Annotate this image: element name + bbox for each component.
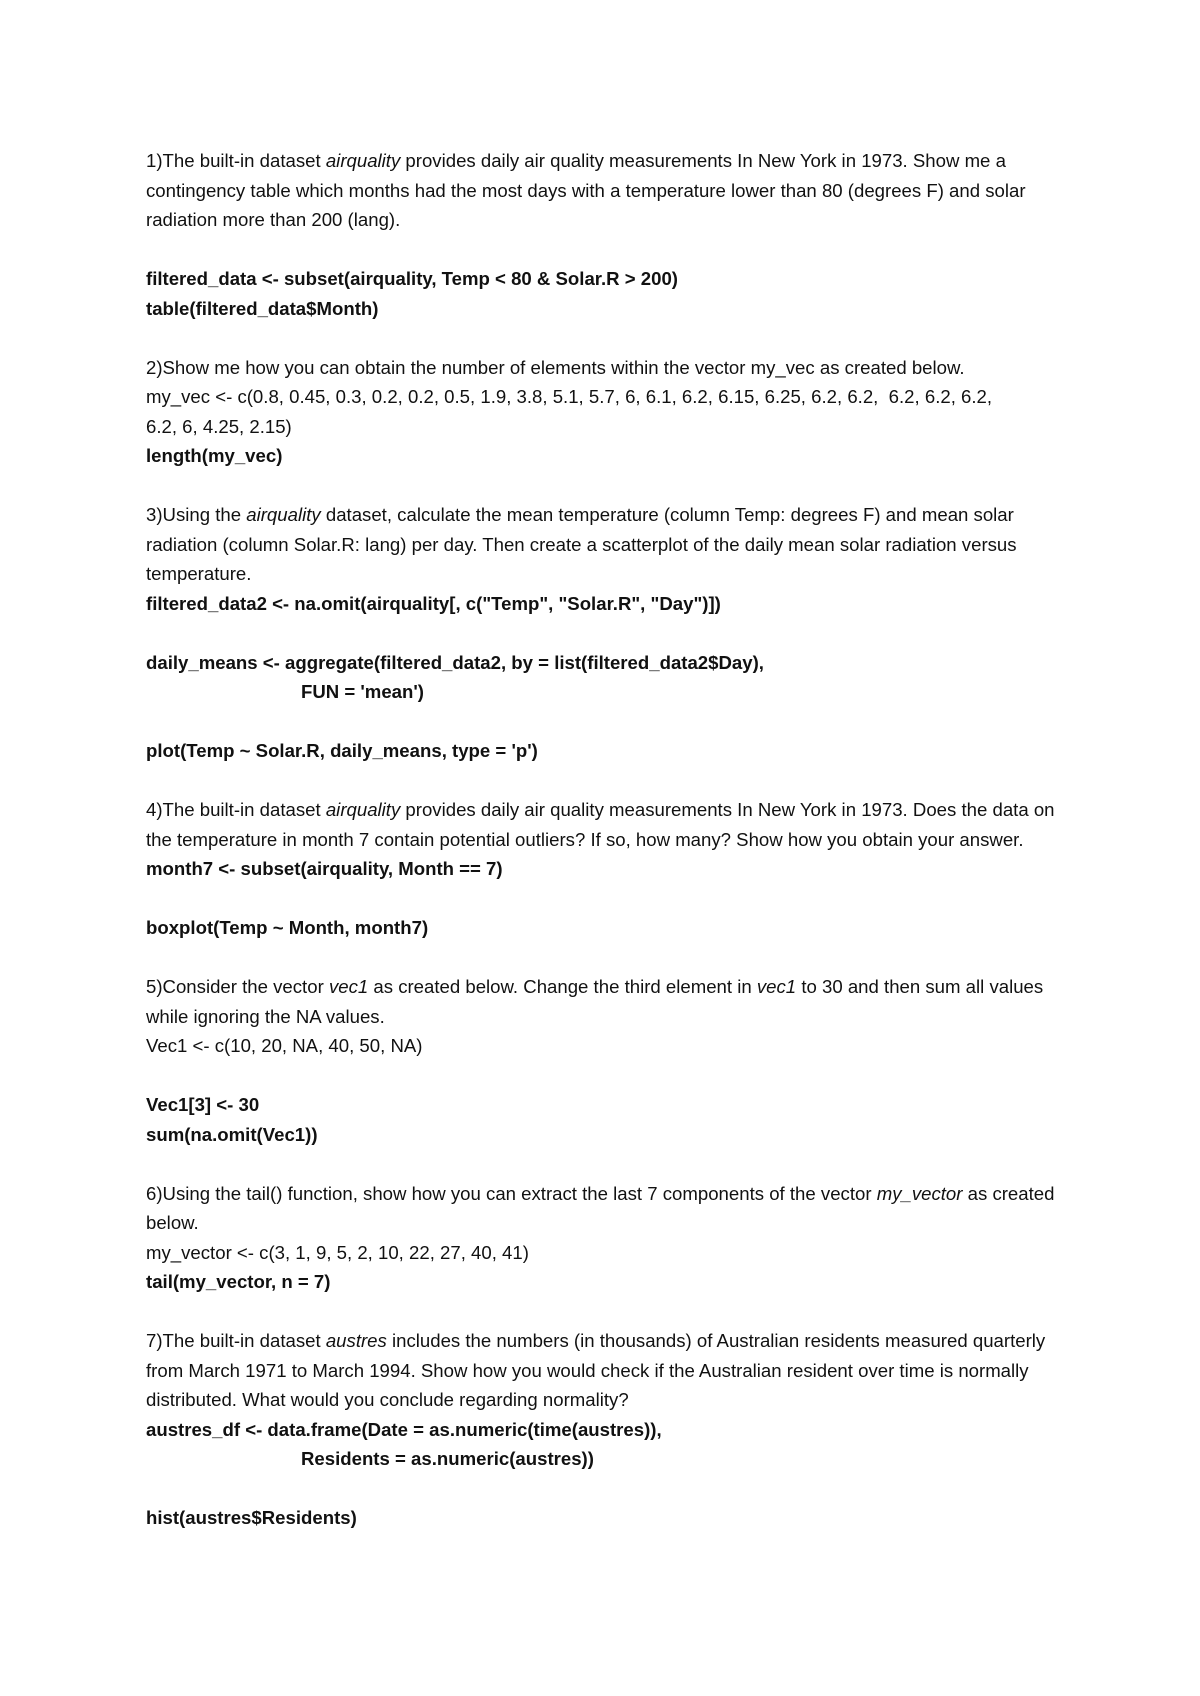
blank-line <box>146 707 1066 737</box>
question-block-q6 <box>146 1179 1066 1297</box>
question-block-q1 <box>146 146 1066 323</box>
text-run: as created below. <box>146 1182 1060 1233</box>
blank-line <box>146 471 1066 501</box>
question-text <box>146 1179 1066 1238</box>
text-run: 1)The built-in dataset <box>146 150 326 171</box>
text-run: provides daily air quality measurements In New York in 1973. Show me a contingency table which months had the most days with a temperature lower than 80 (degrees F) and solar radiation more than 200 (lang). <box>146 150 1031 230</box>
question-text <box>146 972 1066 1031</box>
answer-code-line: filtered_data <- subset(airquality, Temp < 80 & Solar.R > 200) <box>146 268 678 289</box>
document-content <box>146 146 1066 1533</box>
given-code-line: my_vector <- c(3, 1, 9, 5, 2, 10, 22, 27, 40, 41) <box>146 1241 529 1263</box>
italic-term: airquality <box>246 504 321 525</box>
given-code-line: my_vec <- c(0.8, 0.45, 0.3, 0.2, 0.2, 0.5, 1.9, 3.8, 5.1, 5.7, 6, 6.1, 6.2, 6.15, 6.25, 6.2, 6.2, 6.2, 6.2, 6.2, <box>146 386 993 407</box>
italic-term: airquality <box>325 150 401 171</box>
text-run: 2)Show me how you can obtain the number of elements within the vector my_vec as created below. <box>146 356 965 378</box>
italic-term: airquality <box>325 799 401 820</box>
blank-line <box>146 1474 1066 1504</box>
italic-term: vec1 <box>756 976 797 997</box>
question-text <box>146 353 1066 383</box>
italic-term: vec1 <box>328 976 369 997</box>
question-text <box>146 500 1066 589</box>
text-run: 5)Consider the vector <box>146 976 329 997</box>
question-block-q3 <box>146 500 1066 766</box>
answer-code-line: austres_df <- data.frame(Date = as.numeric(time(austres)), <box>146 1418 662 1440</box>
given-code-line: 6.2, 6, 4.25, 2.15) <box>146 415 292 437</box>
text-run: dataset, calculate the mean temperature (column Temp: degrees F) and mean solar radiation (column Solar.R: lang) per day. Then create a scatterplot of the daily mean solar radiation versus temperature. <box>146 504 1022 584</box>
given-code-line: Vec1 <- c(10, 20, NA, 40, 50, NA) <box>146 1035 423 1056</box>
answer-code-line: FUN = 'mean') <box>146 681 424 702</box>
italic-term: austres <box>325 1330 387 1351</box>
text-run: includes the numbers (in thousands) of Australian residents measured quarterly from March 1971 to March 1994. Show how you would check if the Australian resident over time is normally distributed. What would you conclude regarding normality? <box>146 1330 1051 1410</box>
blank-line <box>146 235 1066 265</box>
question-text <box>146 146 1066 235</box>
blank-line <box>146 618 1066 648</box>
text-run: 7)The built-in dataset <box>146 1330 326 1351</box>
blank-line <box>146 1061 1066 1091</box>
answer-code-line: table(filtered_data$Month) <box>146 297 379 319</box>
answer-code-line: daily_means <- aggregate(filtered_data2, by = list(filtered_data2$Day), <box>146 651 764 673</box>
blank-line <box>146 766 1066 796</box>
blank-line <box>146 323 1066 353</box>
answer-code-line: month7 <- subset(airquality, Month == 7) <box>146 858 503 879</box>
italic-term: my_vector <box>876 1182 963 1204</box>
answer-code-line: length(my_vec) <box>146 445 283 466</box>
question-block-q5 <box>146 972 1066 1149</box>
question-block-q4 <box>146 795 1066 943</box>
text-run: 3)Using the <box>146 504 247 525</box>
blank-line <box>146 1297 1066 1327</box>
blank-line <box>146 884 1066 914</box>
answer-code-line: boxplot(Temp ~ Month, month7) <box>146 917 429 938</box>
question-text <box>146 1326 1066 1415</box>
answer-code-line: hist(austres$Residents) <box>146 1507 357 1528</box>
question-block-q7 <box>146 1326 1066 1533</box>
text-run: to 30 and then sum all values while ignoring the NA values. <box>146 976 1049 1027</box>
blank-line <box>146 943 1066 973</box>
text-run: provides daily air quality measurements In New York in 1973. Does the data on the temperature in month 7 contain potential outliers? If so, how many? Show how you obtain your answer. <box>146 799 1060 850</box>
answer-code-line: filtered_data2 <- na.omit(airquality[, c("Temp", "Solar.R", "Day")]) <box>146 592 721 614</box>
answer-code-line: sum(na.omit(Vec1)) <box>146 1123 318 1145</box>
answer-code-line: plot(Temp ~ Solar.R, daily_means, type = 'p') <box>146 740 538 761</box>
text-run: as created below. Change the third element in <box>368 976 757 997</box>
answer-code-line: tail(my_vector, n = 7) <box>146 1271 331 1292</box>
answer-code-line: Residents = as.numeric(austres)) <box>146 1448 594 1469</box>
question-text <box>146 795 1066 854</box>
text-run: 4)The built-in dataset <box>146 799 326 820</box>
answer-code-line: Vec1[3] <- 30 <box>146 1094 260 1115</box>
question-block-q2 <box>146 353 1066 471</box>
text-run: 6)Using the tail() function, show how you can extract the last 7 components of the vector <box>146 1182 877 1204</box>
blank-line <box>146 1149 1066 1179</box>
